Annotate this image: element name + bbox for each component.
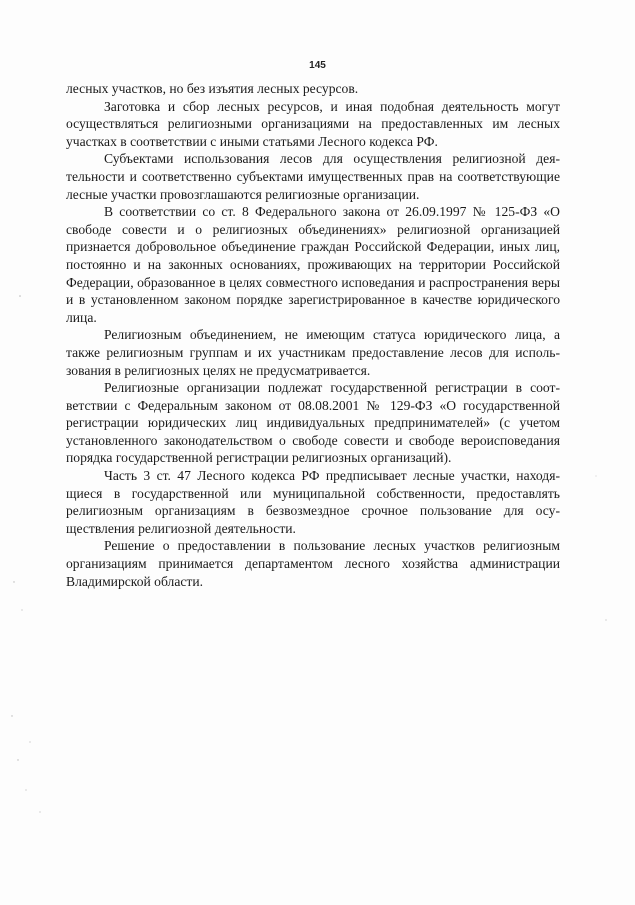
paragraph: Субъектами использования лесов для осуществления религиозной деятельности и соответственно субъектами имущественных прав на соответствующие лесные участки провозглашаются религиозные организации. — [66, 151, 560, 202]
paragraph: Религиозные организации подлежат государственной регистрации в соответствии с Федеральным законом от 08.08.2001 № 129-ФЗ «О государственной регистрации юридических лиц индивидуальных предпринимателей» (с учетом установленного законодательством о свободе совести и свободе вероисповедания порядка государственной регистрации религиозных организаций). — [66, 380, 560, 466]
paragraph: Часть 3 ст. 47 Лесного кодекса РФ предписывает лесные участки, находящиеся в государственной или муниципальной собственности, предоставлять религиозным организациям в безвозмездное срочное пользование для осуществления религиозной деятельности. — [66, 468, 560, 536]
paragraph: лесных участков, но без изъятия лесных ресурсов. — [66, 81, 359, 96]
paragraph: Решение о предоставлении в пользование лесных участков религиозным организациям принимается департаментом лесного хозяйства администрации Владимирской области. — [66, 538, 560, 589]
paragraph: В соответствии со ст. 8 Федерального закона от 26.09.1997 № 125-ФЗ «О свободе совести и о религиозных объединениях» религиозной организацией признается добровольное объединение граждан Российской Федерации, иных лиц, постоянно и на законных основаниях, проживающих на территории Российской Федерации, образованное в целях совместного исповедания и распространения веры и в установленном законом порядке зарегистрированное в качестве юридического лица. — [66, 204, 560, 325]
body-text — [66, 80, 560, 590]
page-number: 145 — [309, 60, 326, 71]
paragraph: Религиозным объединением, не имеющим статуса юридического лица, а также религиозным группам и их участникам предоставление лесов для использования в религиозных целях не предусматривается. — [66, 327, 560, 378]
paragraph: Заготовка и сбор лесных ресурсов, и иная подобная деятельность могут осуществляться религиозными организациями на предоставленных им лесных участках в соответствии с иными статьями Лесного кодекса РФ. — [66, 98, 560, 149]
